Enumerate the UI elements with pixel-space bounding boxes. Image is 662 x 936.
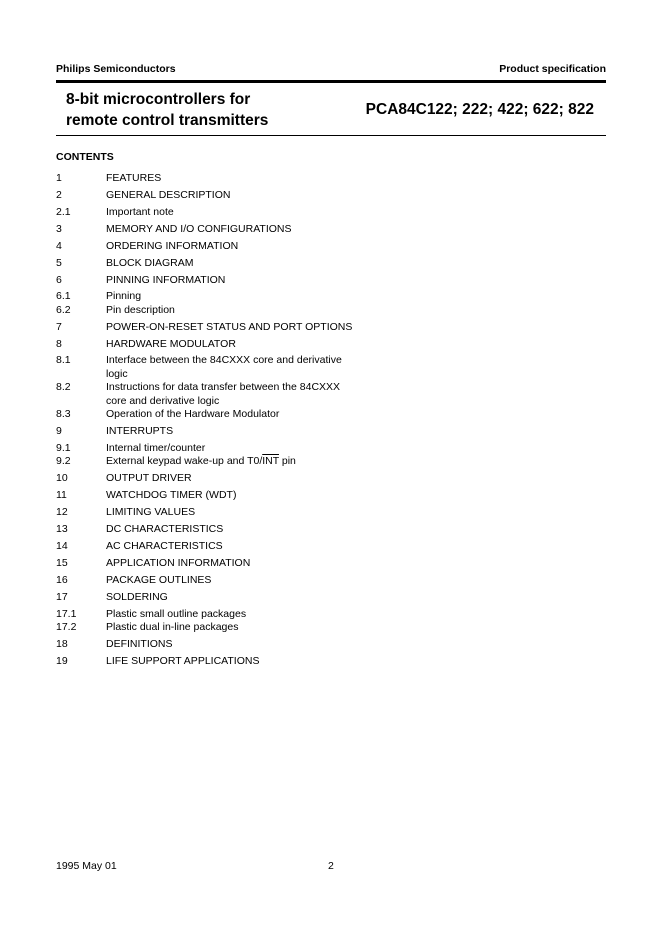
toc-number: 17.1 (56, 607, 77, 620)
toc-label: PACKAGE OUTLINES (106, 574, 212, 586)
toc-number: 19 (56, 655, 68, 667)
toc-entry[interactable] (56, 523, 356, 537)
toc-entry[interactable] (56, 408, 356, 422)
toc-number: 5 (56, 256, 62, 269)
toc-entry[interactable] (56, 621, 356, 635)
toc-number: 6.1 (56, 290, 71, 302)
toc-number: 9 (56, 425, 62, 437)
toc-label: Pinning (106, 290, 142, 302)
toc-entry[interactable] (56, 489, 356, 503)
toc-label: Important note (106, 205, 174, 218)
toc-entry[interactable] (56, 442, 356, 456)
toc-number: 4 (56, 239, 62, 252)
toc-entry[interactable] (56, 540, 356, 554)
toc-label-part: pin (278, 455, 296, 467)
footer-date: 1995 May 01 (56, 860, 117, 872)
table-of-contents (56, 172, 356, 669)
toc-entry[interactable] (56, 608, 356, 622)
toc-entry[interactable] (56, 381, 356, 408)
toc-label: LIFE SUPPORT APPLICATIONS (106, 655, 260, 667)
toc-number: 11 (56, 489, 67, 501)
toc-number: 6 (56, 273, 62, 286)
toc-number: 8.1 (56, 354, 71, 366)
toc-label: LIMITING VALUES (106, 506, 196, 518)
toc-label: DEFINITIONS (106, 638, 173, 650)
toc-entry[interactable] (56, 506, 356, 520)
toc-entry[interactable] (56, 638, 356, 652)
toc-label: BLOCK DIAGRAM (106, 256, 194, 269)
toc-number: 13 (56, 523, 68, 535)
toc-entry[interactable] (56, 274, 356, 288)
toc-number: 10 (56, 472, 68, 484)
toc-number: 8.3 (56, 408, 71, 420)
toc-number: 2.1 (56, 205, 71, 218)
toc-number: 17 (56, 591, 68, 603)
toc-entry[interactable] (56, 172, 356, 186)
toc-number: 3 (56, 222, 62, 235)
toc-label (106, 455, 356, 469)
toc-label: Interface between the 84CXXX core and derivative logic (106, 354, 342, 380)
header-rule (56, 80, 606, 83)
toc-number: 15 (56, 557, 68, 569)
toc-entry[interactable] (56, 354, 356, 381)
toc-label: OUTPUT DRIVER (106, 472, 192, 484)
toc-label: PINNING INFORMATION (106, 273, 226, 286)
document-type: Product specification (499, 63, 606, 75)
toc-label: GENERAL DESCRIPTION (106, 189, 231, 201)
toc-entry[interactable] (56, 206, 356, 220)
toc-label: INTERRUPTS (106, 425, 174, 437)
toc-entry[interactable] (56, 455, 356, 469)
toc-label: POWER-ON-RESET STATUS AND PORT OPTIONS (106, 320, 353, 333)
toc-number: 9.2 (56, 455, 71, 467)
toc-label-part: External keypad wake-up and T0/ (106, 455, 263, 467)
toc-label: Pin description (106, 303, 175, 316)
toc-label: MEMORY AND I/O CONFIGURATIONS (106, 222, 292, 235)
part-numbers: PCA84C122; 222; 422; 622; 822 (365, 101, 594, 118)
toc-number: 7 (56, 320, 62, 333)
toc-entry[interactable] (56, 591, 356, 605)
toc-entry[interactable] (56, 655, 356, 669)
toc-number: 1 (56, 172, 62, 184)
title-rule (56, 135, 606, 136)
toc-number: 9.1 (56, 441, 71, 454)
page-number: 2 (328, 860, 334, 872)
toc-entry[interactable] (56, 290, 356, 304)
toc-label: Instructions for data transfer between the 84CXXX core and derivative logic (106, 381, 341, 407)
toc-entry[interactable] (56, 338, 356, 352)
toc-number: 8.2 (56, 381, 71, 393)
toc-number: 8 (56, 337, 62, 350)
toc-label: Plastic dual in-line packages (106, 621, 239, 633)
toc-entry[interactable] (56, 321, 356, 335)
toc-number: 6.2 (56, 303, 71, 316)
toc-number: 16 (56, 574, 68, 586)
toc-label: WATCHDOG TIMER (WDT) (106, 489, 237, 501)
toc-number: 17.2 (56, 621, 77, 633)
toc-entry[interactable] (56, 257, 356, 271)
toc-entry[interactable] (56, 472, 356, 486)
title-line-1: 8-bit microcontrollers for (66, 91, 251, 108)
document-title (66, 89, 268, 131)
toc-label: ORDERING INFORMATION (106, 239, 239, 252)
toc-label: Internal timer/counter (106, 441, 206, 454)
toc-entry[interactable] (56, 557, 356, 571)
toc-entry[interactable] (56, 189, 356, 203)
toc-label: HARDWARE MODULATOR (106, 337, 236, 350)
toc-number: 14 (56, 540, 68, 552)
toc-label: AC CHARACTERISTICS (106, 540, 223, 552)
toc-number: 18 (56, 638, 68, 650)
toc-entry[interactable] (56, 425, 356, 439)
toc-label: Operation of the Hardware Modulator (106, 408, 280, 420)
toc-label: DC CHARACTERISTICS (106, 523, 224, 535)
toc-label: FEATURES (106, 172, 162, 184)
toc-label: Plastic small outline packages (106, 607, 247, 620)
toc-number: 2 (56, 189, 62, 201)
toc-label: APPLICATION INFORMATION (106, 557, 251, 569)
toc-entry[interactable] (56, 223, 356, 237)
toc-label: SOLDERING (106, 591, 168, 603)
toc-number: 12 (56, 506, 68, 518)
title-line-2: remote control transmitters (66, 112, 269, 129)
toc-entry[interactable] (56, 574, 356, 588)
toc-entry[interactable] (56, 304, 356, 318)
company-name: Philips Semiconductors (56, 63, 176, 75)
int-overline-text: $\overline{INT}$ (262, 455, 279, 467)
contents-heading: CONTENTS (56, 151, 114, 163)
toc-entry[interactable] (56, 240, 356, 254)
